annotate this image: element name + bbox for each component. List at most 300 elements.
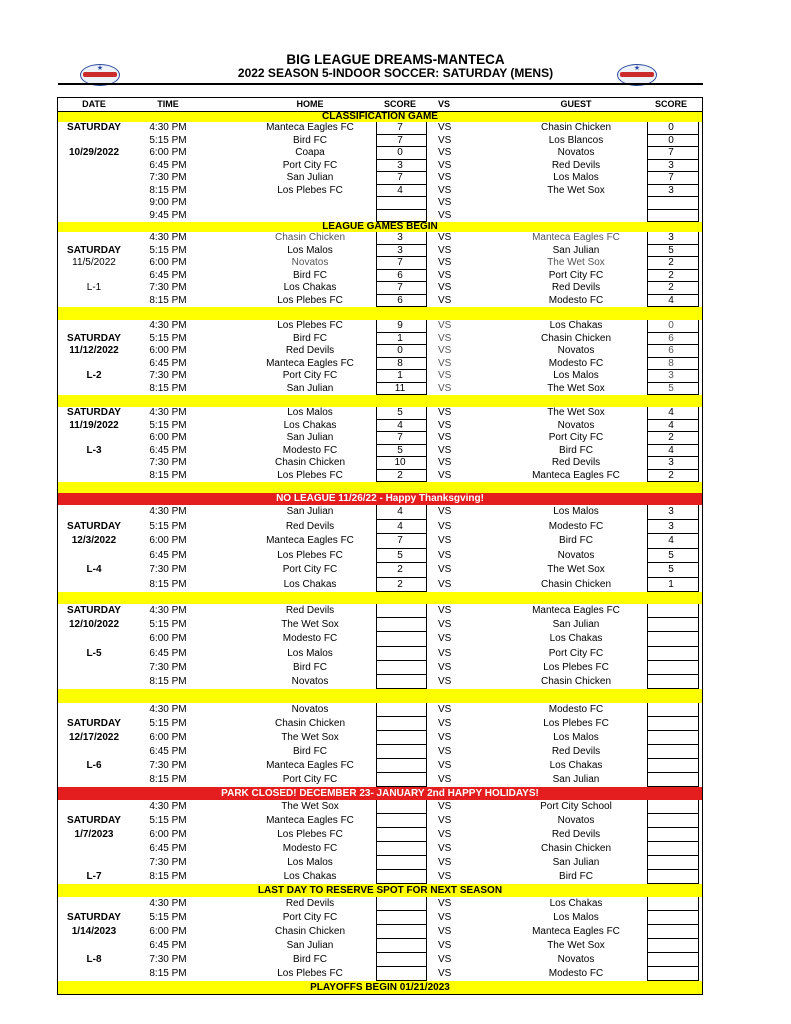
game-time: 5:15 PM xyxy=(149,815,187,827)
home-score: 10 xyxy=(394,457,406,468)
home-team: Port City FC xyxy=(282,912,338,924)
game-row xyxy=(57,828,703,842)
home-team: Chasin Chicken xyxy=(274,232,346,243)
home-team: San Julian xyxy=(286,940,334,952)
home-team: Novatos xyxy=(291,704,329,716)
guest-score-box xyxy=(647,210,699,223)
home-score: 7 xyxy=(397,134,403,146)
column-header-row xyxy=(57,97,703,112)
home-team: Chasin Chicken xyxy=(274,926,346,938)
game-time: 5:15 PM xyxy=(149,134,187,146)
game-date: L-1 xyxy=(86,282,102,293)
vs-label: VS xyxy=(438,370,452,381)
vs-label: VS xyxy=(438,345,452,356)
vs-label: VS xyxy=(438,661,452,673)
vs-label: VS xyxy=(438,419,452,431)
guest-score: 3 xyxy=(668,506,674,517)
game-time: 6:00 PM xyxy=(149,345,187,356)
game-time: 6:45 PM xyxy=(149,269,187,281)
game-row xyxy=(57,661,703,675)
guest-team: Bird FC xyxy=(559,535,593,546)
vs-label: VS xyxy=(438,197,452,208)
home-team: Red Devils xyxy=(285,898,335,910)
game-row xyxy=(57,383,703,396)
game-date: SATURDAY xyxy=(67,912,121,924)
col-home-score: SCORE xyxy=(383,99,416,109)
vs-label: VS xyxy=(438,357,452,369)
home-score: 5 xyxy=(397,407,403,418)
home-score: 3 xyxy=(397,159,403,171)
guest-team: Novatos xyxy=(557,345,595,356)
home-team: Bird FC xyxy=(293,332,327,344)
vs-label: VS xyxy=(438,122,452,133)
game-date: SATURDAY xyxy=(67,244,121,256)
game-time: 7:30 PM xyxy=(149,370,187,381)
game-time: 5:15 PM xyxy=(149,244,187,256)
home-score: 5 xyxy=(397,444,403,456)
game-row xyxy=(57,897,703,911)
game-time: 5:15 PM xyxy=(149,332,187,344)
game-row xyxy=(57,647,703,661)
game-time: 4:30 PM xyxy=(149,320,187,331)
home-team: Los Plebes FC xyxy=(277,184,343,196)
vs-label: VS xyxy=(438,912,452,924)
game-time: 6:45 PM xyxy=(149,357,187,369)
game-date: L-7 xyxy=(86,871,102,883)
game-row xyxy=(57,632,703,646)
home-team: Bird FC xyxy=(293,134,327,146)
vs-label: VS xyxy=(438,801,452,813)
guest-team: San Julian xyxy=(552,857,600,869)
vs-label: VS xyxy=(438,578,452,590)
game-date: SATURDAY xyxy=(67,718,121,730)
home-score: 2 xyxy=(397,564,403,575)
game-time: 5:15 PM xyxy=(149,718,187,730)
home-score: 7 xyxy=(397,535,403,546)
home-score: 4 xyxy=(397,506,403,517)
col-time: TIME xyxy=(157,99,179,109)
game-date: 11/12/2022 xyxy=(69,345,119,356)
vs-label: VS xyxy=(438,147,452,158)
home-team: Modesto FC xyxy=(282,843,338,855)
game-row xyxy=(57,939,703,953)
game-row xyxy=(57,925,703,939)
game-date: L-4 xyxy=(86,564,102,575)
game-row xyxy=(57,345,703,358)
game-time: 8:15 PM xyxy=(149,184,187,196)
vs-label: VS xyxy=(438,647,452,659)
vs-label: VS xyxy=(438,209,452,221)
home-team: Bird FC xyxy=(293,746,327,758)
game-row xyxy=(57,856,703,870)
game-row xyxy=(57,270,703,283)
game-row xyxy=(57,731,703,745)
game-time: 5:15 PM xyxy=(149,619,187,631)
game-time: 6:00 PM xyxy=(149,829,187,841)
home-team: Manteca Eagles FC xyxy=(266,815,354,827)
guest-team: Port City School xyxy=(540,801,612,813)
home-team: Port City FC xyxy=(282,370,338,381)
game-row xyxy=(57,282,703,295)
game-row xyxy=(57,842,703,856)
vs-label: VS xyxy=(438,535,452,546)
page-title: BIG LEAGUE DREAMS-MANTECA xyxy=(286,52,505,67)
guest-team: Modesto FC xyxy=(548,357,604,369)
home-score: 0 xyxy=(397,345,403,356)
vs-label: VS xyxy=(438,718,452,730)
game-row xyxy=(57,407,703,420)
guest-score: 3 xyxy=(668,457,674,468)
game-time: 4:30 PM xyxy=(149,407,187,418)
game-date: SATURDAY xyxy=(67,122,121,133)
game-time: 4:30 PM xyxy=(149,704,187,716)
home-score: 9 xyxy=(397,320,403,331)
vs-label: VS xyxy=(438,506,452,517)
guest-team: Los Malos xyxy=(553,506,599,517)
game-time: 8:15 PM xyxy=(149,774,187,786)
guest-team: Bird FC xyxy=(559,871,593,883)
home-score: 4 xyxy=(397,520,403,532)
home-team: Bird FC xyxy=(293,954,327,966)
game-row xyxy=(57,185,703,198)
vs-label: VS xyxy=(438,954,452,966)
home-team: Chasin Chicken xyxy=(274,718,346,730)
vs-label: VS xyxy=(438,843,452,855)
home-team: Los Malos xyxy=(287,407,333,418)
home-team: The Wet Sox xyxy=(281,619,339,631)
home-team: Chasin Chicken xyxy=(274,457,346,468)
home-team: Bird FC xyxy=(293,661,327,673)
home-team: Red Devils xyxy=(285,520,335,532)
page-subtitle: 2022 SEASON 5-INDOOR SOCCER: SATURDAY (MENS) xyxy=(237,66,554,80)
home-score: 0 xyxy=(397,147,403,158)
guest-score: 5 xyxy=(668,382,674,394)
game-date: L-3 xyxy=(86,444,102,456)
guest-team: Modesto FC xyxy=(548,704,604,716)
game-time: 6:45 PM xyxy=(149,746,187,758)
home-team: Manteca Eagles FC xyxy=(266,122,354,133)
game-time: 7:30 PM xyxy=(149,282,187,293)
home-team: The Wet Sox xyxy=(281,801,339,813)
col-guest: GUEST xyxy=(560,99,592,109)
home-team: San Julian xyxy=(286,172,334,183)
guest-score-box xyxy=(647,197,699,210)
game-time: 8:15 PM xyxy=(149,469,187,481)
vs-label: VS xyxy=(438,257,452,268)
game-date: SATURDAY xyxy=(67,332,121,344)
guest-team: Los Plebes FC xyxy=(543,718,609,730)
vs-label: VS xyxy=(438,432,452,443)
game-time: 9:45 PM xyxy=(149,209,187,221)
game-row xyxy=(57,534,703,549)
guest-team: Novatos xyxy=(557,954,595,966)
home-score: 5 xyxy=(397,549,403,561)
home-team: Los Malos xyxy=(287,857,333,869)
game-date: 1/14/2023 xyxy=(71,926,117,938)
game-time: 6:45 PM xyxy=(149,843,187,855)
game-row xyxy=(57,814,703,828)
home-score: 7 xyxy=(397,282,403,293)
game-date: L-8 xyxy=(86,954,102,966)
guest-team: Modesto FC xyxy=(548,294,604,306)
vs-label: VS xyxy=(438,605,452,616)
vs-label: VS xyxy=(438,898,452,910)
guest-team: Red Devils xyxy=(551,829,601,841)
vs-label: VS xyxy=(438,457,452,468)
vs-label: VS xyxy=(438,294,452,306)
home-score: 11 xyxy=(394,382,406,394)
big-league-dreams-logo-icon: ★ xyxy=(80,64,120,86)
game-row xyxy=(57,953,703,967)
home-team: Manteca Eagles FC xyxy=(266,535,354,546)
home-team: Bird FC xyxy=(293,269,327,281)
guest-score: 3 xyxy=(668,370,674,381)
game-row xyxy=(57,420,703,433)
game-row xyxy=(57,618,703,632)
game-date: 12/3/2022 xyxy=(71,535,117,546)
week-separator xyxy=(57,689,703,703)
game-time: 6:00 PM xyxy=(149,633,187,645)
home-team: Los Plebes FC xyxy=(277,968,343,980)
game-row xyxy=(57,370,703,383)
guest-team: Port City FC xyxy=(548,269,604,281)
guest-score: 6 xyxy=(668,332,674,344)
game-row xyxy=(57,320,703,333)
guest-score: 4 xyxy=(668,419,674,431)
guest-team: Red Devils xyxy=(551,282,601,293)
game-time: 7:30 PM xyxy=(149,954,187,966)
game-row xyxy=(57,703,703,717)
home-team: Novatos xyxy=(291,257,329,268)
game-row xyxy=(57,745,703,759)
vs-label: VS xyxy=(438,564,452,575)
guest-team: Modesto FC xyxy=(548,968,604,980)
game-time: 6:00 PM xyxy=(149,926,187,938)
game-row xyxy=(57,445,703,458)
guest-team: Red Devils xyxy=(551,159,601,171)
game-date: 1/7/2023 xyxy=(74,829,114,841)
home-score: 3 xyxy=(397,232,403,243)
guest-team: The Wet Sox xyxy=(547,940,605,952)
guest-team: San Julian xyxy=(552,774,600,786)
game-time: 6:45 PM xyxy=(149,549,187,561)
game-row xyxy=(57,232,703,245)
guest-team: Chasin Chicken xyxy=(540,578,612,590)
game-row xyxy=(57,675,703,689)
home-team: Coapa xyxy=(295,147,325,158)
vs-label: VS xyxy=(438,926,452,938)
game-time: 8:15 PM xyxy=(149,382,187,394)
guest-score: 4 xyxy=(668,407,674,418)
home-score: 2 xyxy=(397,578,403,590)
game-time: 7:30 PM xyxy=(149,661,187,673)
vs-label: VS xyxy=(438,520,452,532)
vs-label: VS xyxy=(438,269,452,281)
guest-team: Los Malos xyxy=(553,172,599,183)
game-row xyxy=(57,759,703,773)
guest-team: Los Malos xyxy=(553,370,599,381)
vs-label: VS xyxy=(438,382,452,394)
game-time: 8:15 PM xyxy=(149,675,187,687)
guest-team: Chasin Chicken xyxy=(540,332,612,344)
game-time: 8:15 PM xyxy=(149,578,187,590)
guest-score: 4 xyxy=(668,294,674,306)
game-time: 6:45 PM xyxy=(149,444,187,456)
vs-label: VS xyxy=(438,857,452,869)
section-banner: LEAGUE GAMES BEGIN xyxy=(57,222,703,232)
game-time: 9:00 PM xyxy=(149,197,187,208)
guest-score: 3 xyxy=(668,232,674,243)
week-separator xyxy=(57,482,703,493)
game-row xyxy=(57,122,703,135)
home-score-box xyxy=(376,197,427,210)
game-time: 4:30 PM xyxy=(149,506,187,517)
home-score: 7 xyxy=(397,122,403,133)
game-date: 12/17/2022 xyxy=(68,732,120,744)
game-row xyxy=(57,470,703,483)
section-banner: PLAYOFFS BEGIN 01/21/2023 xyxy=(57,981,703,995)
section-banner: CLASSIFICATION GAME xyxy=(57,112,703,122)
vs-label: VS xyxy=(438,407,452,418)
home-team: Los Plebes FC xyxy=(277,294,343,306)
vs-label: VS xyxy=(438,940,452,952)
home-team: Manteca Eagles FC xyxy=(266,357,354,369)
vs-label: VS xyxy=(438,746,452,758)
col-date: DATE xyxy=(82,99,106,109)
game-time: 5:15 PM xyxy=(149,419,187,431)
game-row xyxy=(57,333,703,346)
game-time: 7:30 PM xyxy=(149,457,187,468)
col-home: HOME xyxy=(296,99,324,109)
game-time: 4:30 PM xyxy=(149,122,187,133)
home-team: Los Chakas xyxy=(283,419,337,431)
game-row xyxy=(57,800,703,814)
vs-label: VS xyxy=(438,232,452,243)
home-team: Port City FC xyxy=(282,564,338,575)
home-score: 1 xyxy=(397,370,403,381)
home-team: Novatos xyxy=(291,675,329,687)
game-row xyxy=(57,717,703,731)
game-time: 6:00 PM xyxy=(149,147,187,158)
game-date: 12/10/2022 xyxy=(68,619,120,631)
home-score: 6 xyxy=(397,294,403,306)
guest-score: 2 xyxy=(668,432,674,443)
guest-score: 3 xyxy=(668,159,674,171)
guest-team: Manteca Eagles FC xyxy=(532,469,620,481)
guest-team: Novatos xyxy=(557,549,595,561)
home-score: 2 xyxy=(397,469,403,481)
vs-label: VS xyxy=(438,633,452,645)
col-vs: VS xyxy=(438,99,451,109)
vs-label: VS xyxy=(438,732,452,744)
game-date: 11/5/2022 xyxy=(72,257,116,268)
schedule-table xyxy=(57,97,703,995)
game-row xyxy=(57,358,703,371)
guest-score: 2 xyxy=(668,282,674,293)
guest-score: 7 xyxy=(668,147,674,158)
home-team: Los Chakas xyxy=(283,282,337,293)
notice-banner: NO LEAGUE 11/26/22 - Happy Thanksgving! xyxy=(57,493,703,505)
game-row xyxy=(57,520,703,535)
home-score: 3 xyxy=(397,244,403,256)
game-row xyxy=(57,563,703,578)
guest-team: Los Chakas xyxy=(549,760,603,772)
game-time: 4:30 PM xyxy=(149,801,187,813)
guest-team: The Wet Sox xyxy=(547,407,605,418)
game-time: 8:15 PM xyxy=(149,871,187,883)
guest-team: Bird FC xyxy=(559,444,593,456)
guest-team: Chasin Chicken xyxy=(540,675,612,687)
guest-score: 0 xyxy=(668,122,674,133)
game-date: L-6 xyxy=(86,760,102,772)
game-time: 8:15 PM xyxy=(149,968,187,980)
home-team: Port City FC xyxy=(282,774,338,786)
game-time: 7:30 PM xyxy=(149,564,187,575)
guest-team: Los Malos xyxy=(553,732,599,744)
guest-team: Port City FC xyxy=(548,647,604,659)
game-row xyxy=(57,197,703,210)
vs-label: VS xyxy=(438,282,452,293)
game-row xyxy=(57,295,703,308)
vs-label: VS xyxy=(438,774,452,786)
home-team: Los Malos xyxy=(287,244,333,256)
home-team: Modesto FC xyxy=(282,633,338,645)
game-date: 11/19/2022 xyxy=(69,419,119,431)
game-row xyxy=(57,432,703,445)
guest-score: 4 xyxy=(668,444,674,456)
game-time: 5:15 PM xyxy=(149,912,187,924)
game-row xyxy=(57,257,703,270)
guest-score: 4 xyxy=(668,535,674,546)
guest-score: 2 xyxy=(668,269,674,281)
game-time: 6:00 PM xyxy=(149,535,187,546)
game-time: 4:30 PM xyxy=(149,898,187,910)
game-time: 4:30 PM xyxy=(149,605,187,616)
game-time: 7:30 PM xyxy=(149,760,187,772)
big-league-dreams-logo-icon: ★ xyxy=(617,64,657,86)
home-score: 4 xyxy=(397,419,403,431)
home-team: San Julian xyxy=(286,506,334,517)
home-team: Los Chakas xyxy=(283,578,337,590)
home-score: 7 xyxy=(397,257,403,268)
guest-team: Los Blancos xyxy=(548,134,604,146)
guest-team: San Julian xyxy=(552,244,600,256)
game-date: L-2 xyxy=(86,370,102,381)
guest-team: The Wet Sox xyxy=(547,184,605,196)
game-time: 6:00 PM xyxy=(149,257,187,268)
vs-label: VS xyxy=(438,619,452,631)
guest-score: 5 xyxy=(668,564,674,575)
game-time: 7:30 PM xyxy=(149,172,187,183)
vs-label: VS xyxy=(438,134,452,146)
game-date: SATURDAY xyxy=(67,815,121,827)
guest-score: 5 xyxy=(668,244,674,256)
col-guest-score: SCORE xyxy=(654,99,687,109)
home-score: 4 xyxy=(397,184,403,196)
home-team: The Wet Sox xyxy=(281,732,339,744)
vs-label: VS xyxy=(438,675,452,687)
vs-label: VS xyxy=(438,968,452,980)
vs-label: VS xyxy=(438,172,452,183)
guest-team: Port City FC xyxy=(548,432,604,443)
guest-score: 0 xyxy=(668,134,674,146)
guest-team: Manteca Eagles FC xyxy=(532,926,620,938)
home-team: Port City FC xyxy=(282,159,338,171)
game-row xyxy=(57,578,703,593)
game-date: SATURDAY xyxy=(67,407,121,418)
guest-team: Los Chakas xyxy=(549,898,603,910)
guest-team: Chasin Chicken xyxy=(540,843,612,855)
